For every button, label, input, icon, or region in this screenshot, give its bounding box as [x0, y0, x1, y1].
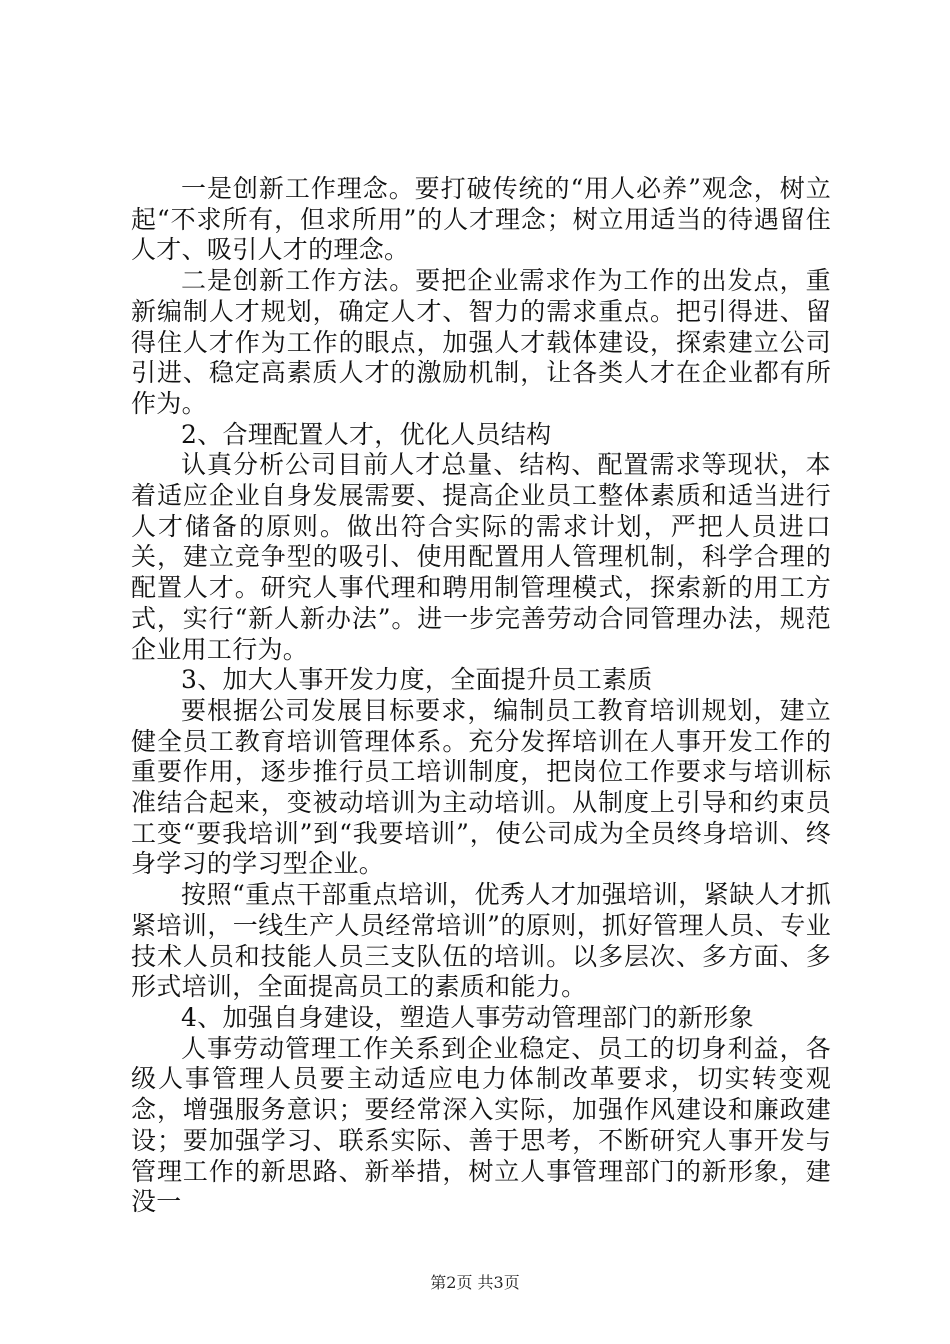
document-body — [131, 174, 831, 1218]
paragraph-innovate-concept: 一是创新工作理念。要打破传统的“用人必养”观念，树立起“不求所有，但求所用”的人才理念；树立用适当的待遇留住人才、吸引人才的理念。 — [131, 174, 831, 265]
paragraph-allocate-talent: 认真分析公司目前人才总量、结构、配置需求等现状，本着适应企业自身发展需要、提高企业员工整体素质和适当进行人才储备的原则。做出符合实际的需求计划，严把人员进口关，建立竞争型的吸引、使用配置用人管理机制，科学合理的配置人才。研究人事代理和聘用制管理模式，探索新的用工方式，实行“新人新办法”。进一步完善劳动合同管理办法，规范企业用工行为。 — [131, 450, 831, 664]
section-heading-2: 2、合理配置人才，优化人员结构 — [181, 419, 552, 449]
page-footer: 第2页 共3页 — [430, 1273, 520, 1292]
section-heading-3: 3、加大人事开发力度，全面提升员工素质 — [181, 665, 653, 695]
paragraph-self-building: 人事劳动管理工作关系到企业稳定、员工的切身利益，各级人事管理人员要主动适应电力体制改革要求，切实转变观念，增强服务意识；要经常深入实际，加强作风建设和廉政建设；要加强学习、联系实际、善于思考，不断研究人事开发与管理工作的新思路、新举措，树立人事管理部门的新形象，建没一 — [131, 1033, 831, 1217]
section-heading-4: 4、加强自身建设，塑造人事劳动管理部门的新形象 — [181, 1002, 754, 1032]
paragraph-innovate-method: 二是创新工作方法。要把企业需求作为工作的出发点，重新编制人才规划，确定人才、智力的需求重点。把引得进、留得住人才作为工作的眼点，加强人才载体建设，探索建立公司引进、稳定高素质人才的激励机制，让各类人才在企业都有所作为。 — [131, 266, 831, 418]
paragraph-training-principle: 按照“重点干部重点培训，优秀人才加强培训，紧缺人才抓紧培训，一线生产人员经常培训”的原则，抓好管理人员、专业技术人员和技能人员三支队伍的培训。以多层次、多方面、多形式培训，全面提高员工的素质和能力。 — [131, 880, 831, 1002]
paragraph-training-plan: 要根据公司发展目标要求，编制员工教育培训规划，建立健全员工教育培训管理体系。充分发挥培训在人事开发工作的重要作用，逐步推行员工培训制度，把岗位工作要求与培训标准结合起来，变被动培训为主动培训。从制度上引导和约束员工变“要我培训”到“我要培训”，使公司成为全员终身培训、终身学习的学习型企业。 — [131, 695, 831, 879]
